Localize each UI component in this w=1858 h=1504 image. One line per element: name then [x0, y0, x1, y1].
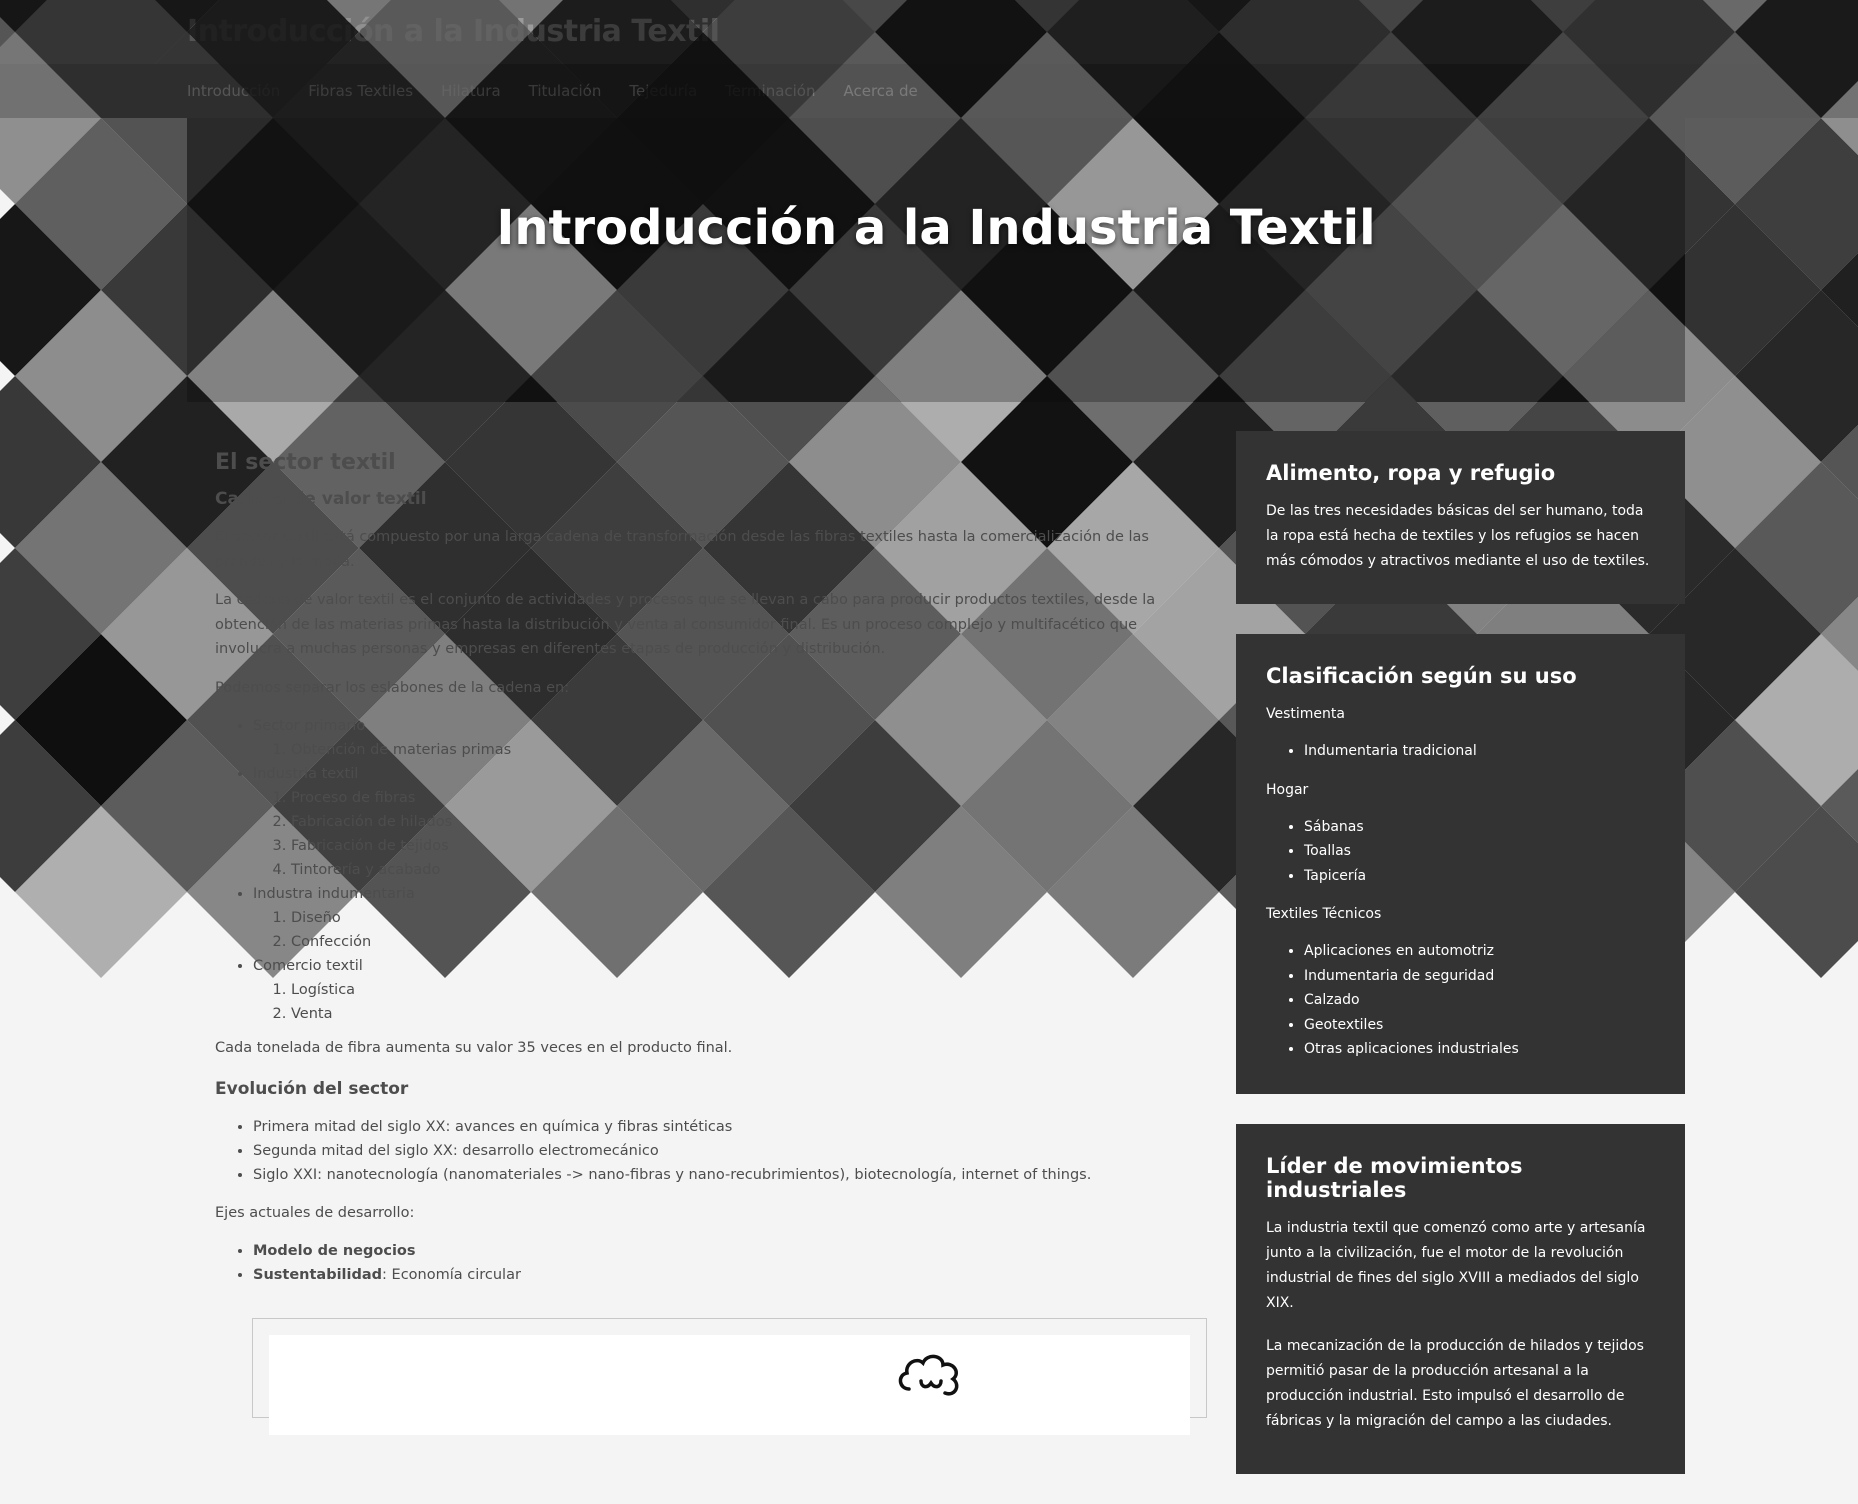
chain-step: 2. Confección: [291, 930, 1179, 954]
chain-step: 1. Logística: [291, 978, 1179, 1002]
card-title: Alimento, ropa y refugio: [1266, 461, 1556, 485]
paragraph-valor: Cada tonelada de fibra aumenta su valor 35 veces en el producto final.: [215, 1040, 733, 1056]
evolution-item: • Primera mitad del siglo XX: avances en química y fibras sintéticas: [253, 1115, 1179, 1139]
main-content: [187, 430, 1207, 1301]
cotton-icon: [891, 1349, 971, 1409]
chain-item-label: Comercio textil: [253, 958, 363, 974]
category-label: Textiles Técnicos: [1266, 906, 1382, 922]
card-clasificacion: [1236, 634, 1685, 1094]
category-item: • Geotextiles: [1304, 1013, 1655, 1038]
subsection-title-evolucion: Evolución del sector: [215, 1078, 409, 1099]
axis-item-bold: Sustentabilidad: [253, 1267, 383, 1283]
paragraph-cadena: La cadena de valor textil es el conjunto de actividades y procesos que se llevan a cabo para producir productos textiles, desde la obtención de las materias primas hasta la distribución y venta al consumidor final. Es un proceso complejo y multifacético que involucra a muchas personas y empresas en diferentes etapas de producción y distribución.: [215, 592, 1156, 657]
value-chain-list: [215, 714, 1179, 1026]
axes-list: [215, 1239, 1179, 1287]
axis-item: [253, 1239, 1179, 1263]
hero-title: Introducción a la Industria Textil: [496, 200, 1376, 256]
card-text: La mecanización de la producción de hilados y tejidos permitió pasar de la producción artesanal a la producción industrial. Esto impulsó el desarrollo de fábricas y la migración del campo a las ciudades.: [1266, 1337, 1644, 1429]
chain-steps: [253, 906, 1179, 954]
category-label: Hogar: [1266, 781, 1309, 798]
axis-item: [253, 1263, 1179, 1287]
chain-steps: [253, 738, 1179, 762]
card-text: De las tres necesidades básicas del ser humano, toda la ropa está hecha de textiles y los refugios se hacen más cómodos y atractivos mediante el uso de textiles.: [1266, 503, 1650, 569]
category-item: • Calzado: [1304, 988, 1655, 1013]
chain-step: 4. Tintorería y acabado: [291, 858, 1179, 882]
section-title: El sector textil: [215, 450, 396, 475]
category-item: • Aplicaciones en automotriz: [1304, 939, 1655, 964]
evolution-list: [215, 1115, 1179, 1187]
chain-item-label: Sector primario: [253, 718, 366, 734]
category-label: Vestimenta: [1266, 706, 1345, 722]
category-item: • Toallas: [1304, 839, 1655, 864]
hero-diamond-pattern: [187, 118, 1685, 402]
chain-step: 1. Proceso de fibras: [291, 786, 1179, 810]
chain-item: [253, 954, 1179, 1026]
card-alimento-ropa-refugio: [1236, 431, 1685, 604]
card-title: Clasificación según su uso: [1266, 664, 1577, 688]
chain-step: 1. Diseño: [291, 906, 1179, 930]
card-lider-movimientos: [1236, 1124, 1685, 1474]
paragraph-eslabones: Podemos separar los eslabones de la cadena en:: [215, 679, 570, 696]
figure-frame: [252, 1318, 1207, 1418]
category-item: • Tapicería: [1304, 864, 1655, 889]
category-item: • Otras aplicaciones industriales: [1304, 1037, 1655, 1062]
figure-image: [269, 1335, 1190, 1435]
evolution-item: • Segunda mitad del siglo XX: desarrollo electromecánico: [253, 1139, 1179, 1163]
chain-step: 1. Obtención de materias primas: [291, 738, 1179, 762]
evolution-item: • Siglo XXI: nanotecnología (nanomateriales -> nano-fibras y nano-recubrimientos), biotecnología, internet of things.: [253, 1163, 1179, 1187]
category-list: [1266, 739, 1655, 764]
chain-step: 3. Fabricación de tejidos: [291, 834, 1179, 858]
hero-banner: [187, 118, 1685, 402]
sidebar: [1236, 431, 1685, 1504]
chain-steps: [253, 786, 1179, 882]
category-item: • Indumentaria tradicional: [1304, 739, 1655, 764]
category-list: [1266, 815, 1655, 889]
chain-item: [253, 714, 1179, 762]
category-item: • Indumentaria de seguridad: [1304, 964, 1655, 989]
subsection-title-cadena: Cadena de valor textil: [215, 489, 427, 509]
card-title: Líder de movimientos industriales: [1266, 1153, 1523, 1202]
chain-step: 2. Venta: [291, 1002, 1179, 1026]
chain-item: [253, 882, 1179, 954]
chain-steps: [253, 978, 1179, 1026]
chain-item-label: Industra indumentaria: [253, 886, 415, 902]
chain-item-label: Industria textil: [253, 766, 359, 782]
paragraph-intro: El sector textil está compuesto por una larga cadena de transformación desde las fibras textiles hasta la comercialización de las prendas y la moda.: [215, 529, 1149, 570]
axis-item-rest: : Economía circular: [382, 1267, 521, 1283]
chain-step: 2. Fabricación de hilados: [291, 810, 1179, 834]
axis-item-bold: Modelo de negocios: [253, 1243, 416, 1259]
paragraph-ejes: Ejes actuales de desarrollo:: [215, 1204, 415, 1221]
category-item: • Sábanas: [1304, 815, 1655, 840]
chain-item: [253, 762, 1179, 882]
card-text: La industria textil que comenzó como arte y artesanía junto a la civilización, fue el motor de la revolución industrial de fines del siglo XVIII a mediados del siglo XIX.: [1266, 1219, 1646, 1311]
category-list: [1266, 939, 1655, 1062]
